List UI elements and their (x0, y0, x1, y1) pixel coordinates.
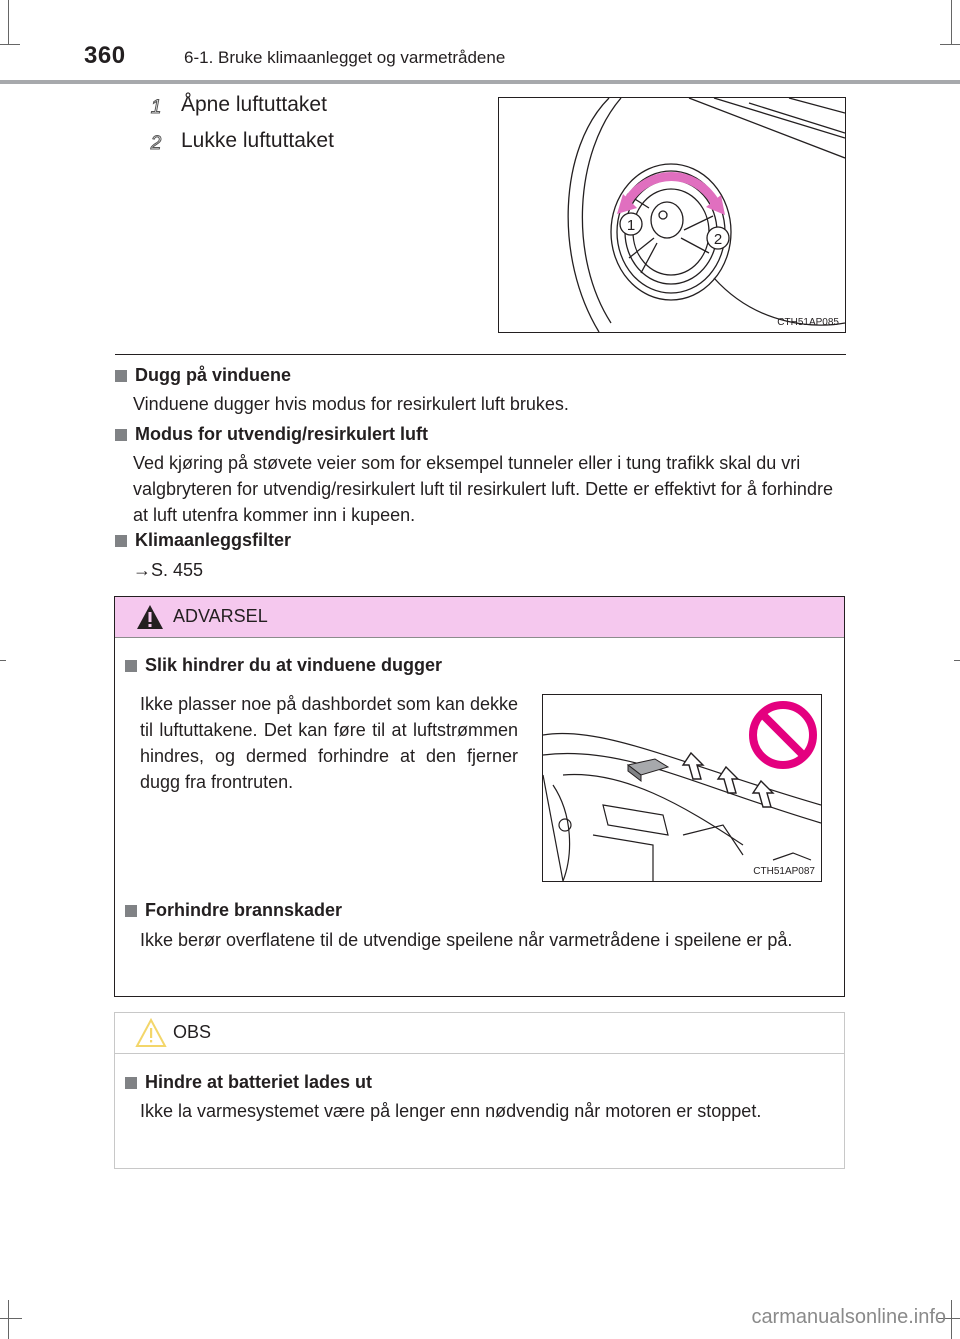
svg-text:2: 2 (150, 133, 162, 155)
note-body-condensation: Vinduene dugger hvis modus for resirkulert luft brukes. (133, 394, 569, 414)
chapter-title: 6-1. Bruke klimaanlegget og varmetrådene (184, 48, 506, 67)
crop-mark (951, 1300, 952, 1339)
warning-heading-fog: Slik hindrer du at vinduene dugger (125, 655, 442, 676)
note-heading-air-mode: Modus for utvendig/resirkulert luft (115, 424, 428, 445)
crop-mark (8, 1300, 9, 1339)
crop-mark (951, 0, 952, 44)
note-body-air-mode: Ved kjøring på støvete veier som for eksempel tunneler eller i tung trafikk skal du vri valgbryteren for utvendig/resirkulert luft til resirkulert luft. Dette er effektivt for å forhindre at luft utenfra kommer inn i kupeen. (133, 453, 833, 525)
step-number-2 (145, 128, 167, 154)
step-1 (145, 92, 327, 118)
callout-2: 2 (713, 231, 723, 248)
step-number-1 (145, 92, 167, 118)
warning-heading-burns: Forhindre brannskader (125, 900, 342, 921)
warning-body-fog: Ikke plasser noe på dashbordet som kan dekke til luftuttakene. Det kan føre til at luftstrømmen hindres, og dermed forhindre at den fjerner dugg fra frontruten. (140, 694, 518, 792)
crop-mark (0, 660, 6, 661)
note-body-filter: →S. 455 (133, 560, 204, 580)
note-heading-filter: Klimaanleggsfilter (115, 530, 291, 551)
header-rule (0, 80, 960, 84)
svg-text:1: 1 (150, 97, 162, 119)
air-vent-drawing (499, 98, 845, 332)
bullet-square-icon (125, 660, 137, 672)
section-rule (115, 354, 846, 355)
notice-box (114, 1012, 845, 1169)
watermark: carmanualsonline.info (751, 1306, 946, 1328)
bullet-square-icon (115, 370, 127, 382)
page-number: 360 (84, 42, 126, 69)
air-vent-illustration (498, 97, 846, 333)
warning-triangle-icon (135, 603, 165, 631)
step-text-2: Lukke luftuttaket (181, 129, 334, 152)
note-heading-condensation: Dugg på vinduene (115, 365, 291, 386)
figure-code: CTH51AP085 (777, 317, 839, 328)
prohibition-icon (753, 705, 813, 765)
notice-title-bar (115, 1013, 844, 1054)
callout-1: 1 (626, 217, 636, 234)
crop-mark (0, 44, 20, 45)
figure-code: CTH51AP087 (753, 866, 815, 877)
bullet-square-icon (115, 429, 127, 441)
step-2 (145, 128, 334, 154)
crop-mark (8, 0, 9, 44)
bullet-square-icon (125, 1077, 137, 1089)
bullet-square-icon (115, 535, 127, 547)
crop-mark (0, 1318, 22, 1319)
caution-triangle-icon (135, 1018, 167, 1048)
warning-box (114, 596, 845, 997)
notice-label: OBS (173, 1022, 212, 1042)
crop-mark (940, 44, 960, 45)
bullet-square-icon (125, 905, 137, 917)
step-text-1: Åpne luftuttaket (181, 93, 327, 116)
dashboard-drawing (543, 695, 821, 881)
notice-heading-battery: Hindre at batteriet lades ut (125, 1072, 372, 1093)
dashboard-illustration (542, 694, 822, 882)
warning-label: ADVARSEL (173, 606, 268, 626)
warning-body-burns: Ikke berør overflatene til de utvendige speilene når varmetrådene i speilene er på. (140, 930, 793, 950)
notice-body-battery: Ikke la varmesystemet være på lenger enn nødvendig når motoren er stoppet. (140, 1101, 762, 1121)
warning-title-bar (115, 597, 844, 638)
crop-mark (954, 660, 960, 661)
